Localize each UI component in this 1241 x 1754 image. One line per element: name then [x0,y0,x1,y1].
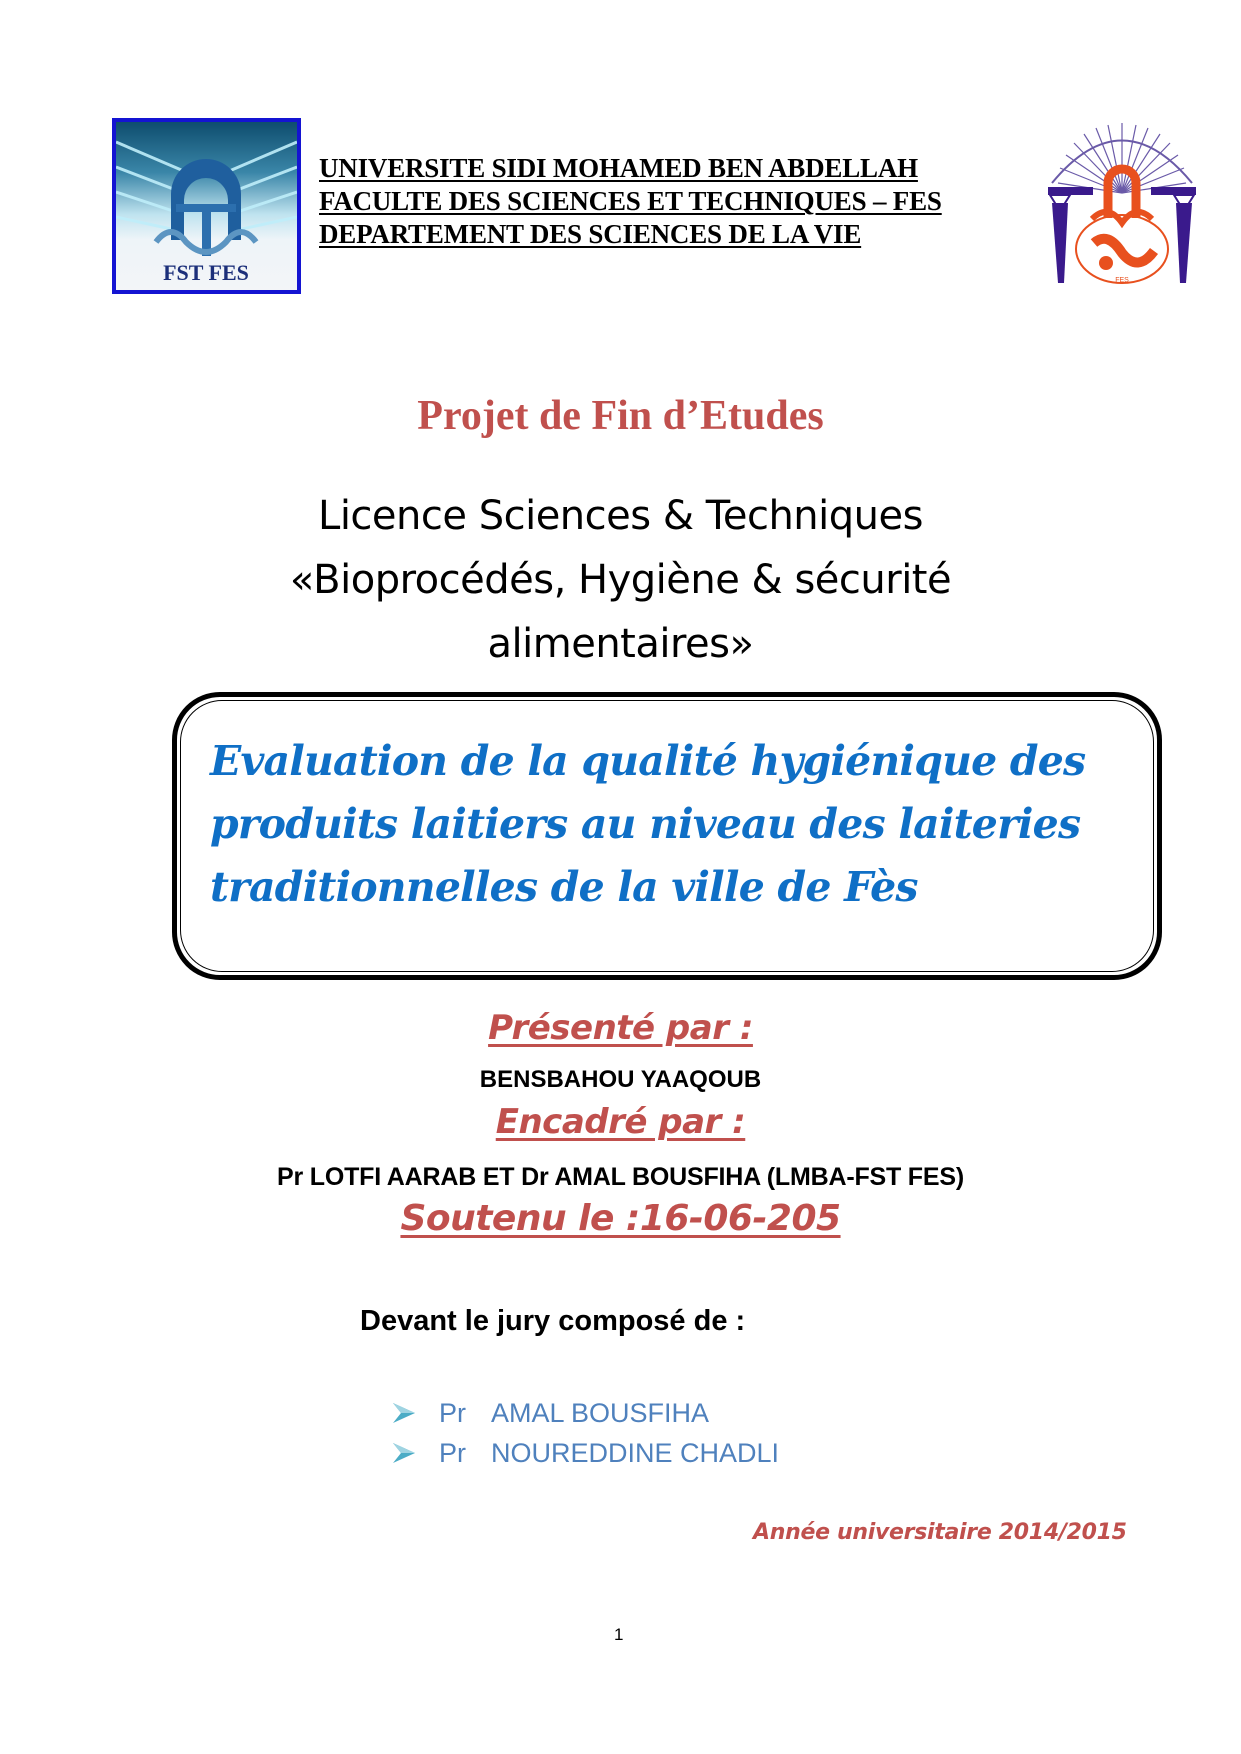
svg-text:FES: FES [1115,277,1129,284]
arrow-bullet-icon [393,1403,415,1423]
jury-member [393,1433,779,1473]
program-title [0,484,1241,676]
program-line-2: «Bioprocédés, Hygiène & sécurité [289,557,952,603]
jury-member-name: NOUREDDINE CHADLI [491,1438,780,1468]
jury-title: Devant le jury composé de : [360,1305,746,1337]
defense-section [0,1198,1241,1239]
usmba-emblem-icon [1038,123,1206,289]
supervised-by-section [0,1102,1241,1142]
jury-member [393,1393,779,1433]
jury-list [393,1393,779,1473]
usmba-logo [1038,123,1206,289]
jury-member-title: Pr [439,1438,466,1468]
page-number: 1 [614,1625,624,1644]
jury-member-title: Pr [439,1398,466,1428]
department-name: DEPARTEMENT DES SCIENCES DE LA VIE [319,219,862,249]
thesis-title-line-3: traditionnelles de la ville de Fès [210,863,918,911]
thesis-title-line-1: Evaluation de la qualité hygiénique des [210,737,1086,785]
supervised-by-label: Encadré par : [495,1102,746,1142]
svg-text:FST FES: FST FES [163,260,249,285]
program-line-1: Licence Sciences & Techniques [318,493,923,539]
presented-by-label: Présenté par : [488,1008,753,1048]
defense-date: Soutenu le :16-06-205 [400,1198,841,1239]
academic-year: Année universitaire 2014/2015 [753,1520,1127,1545]
thesis-title-line-2: produits laitiers au niveau des laiteries [210,800,1081,848]
document-type: Projet de Fin d’Etudes [417,393,824,439]
thesis-title [210,730,1140,919]
fst-arch-icon [116,122,297,290]
fst-fes-logo [112,118,301,294]
student-name: BENSBAHOU YAAQOUB [479,1066,762,1093]
presented-by-section [0,1008,1241,1048]
program-line-3: alimentaires» [487,621,754,667]
faculty-name: FACULTE DES SCIENCES ET TECHNIQUES – FES [319,186,942,216]
arrow-bullet-icon [393,1443,415,1463]
supervisors-names: Pr LOTFI AARAB ET Dr AMAL BOUSFIHA (LMBA-FST FES) [277,1163,964,1191]
institution-header [319,152,942,251]
jury-member-name: AMAL BOUSFIHA [491,1398,710,1428]
university-name: UNIVERSITE SIDI MOHAMED BEN ABDELLAH [319,153,918,183]
